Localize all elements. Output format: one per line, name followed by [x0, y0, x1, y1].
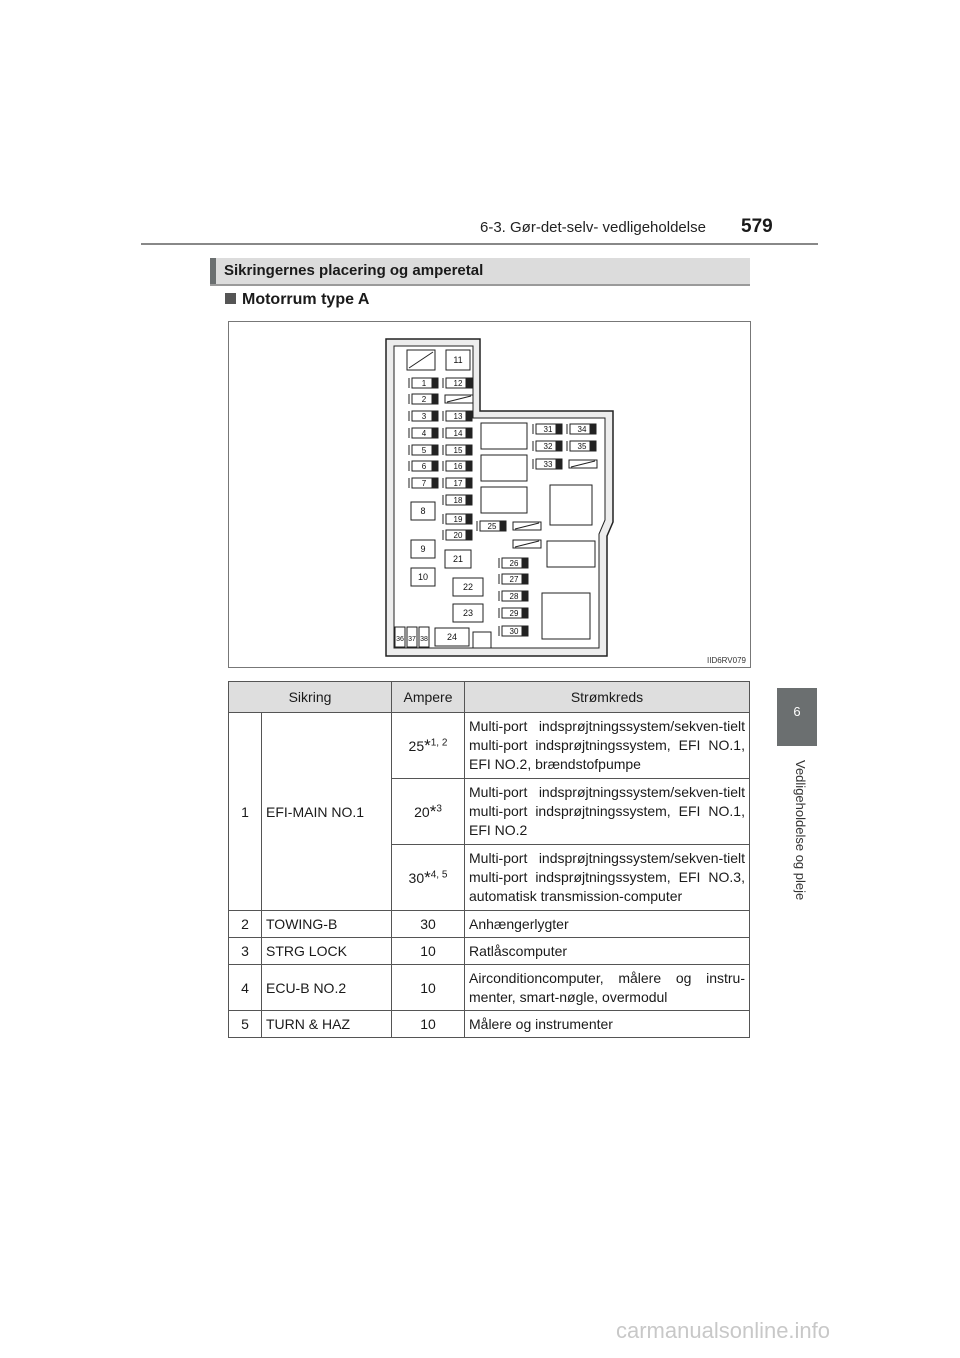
- mini-fuse-terminal: [522, 558, 528, 568]
- fuse-number: 2: [229, 911, 262, 938]
- fuse-circuit: Multi-port indsprøjtningssystem/sekven-tielt multi-port indsprøjtningssystem, EFI NO.3, automatisk transmission-computer: [465, 845, 750, 911]
- mini-fuse-terminal: [522, 574, 528, 584]
- fuse-ampere: 30: [392, 911, 465, 938]
- section-accent: [210, 258, 216, 284]
- fuse-label: 30: [509, 627, 519, 636]
- fuse-label: 10: [417, 572, 429, 582]
- mini-fuse-terminal: [556, 424, 562, 434]
- header-ampere: Ampere: [392, 682, 465, 713]
- mini-fuse-terminal: [432, 428, 438, 438]
- table-row: [229, 713, 750, 779]
- footnote-star: *: [429, 801, 437, 821]
- mini-fuse-terminal: [556, 441, 562, 451]
- fuse-label: 35: [577, 442, 587, 451]
- section-title: Sikringernes placering og amperetal: [224, 262, 484, 279]
- subheading-text: Motorrum type A: [242, 291, 370, 308]
- mini-fuse-terminal: [522, 591, 528, 601]
- fuse-label: 14: [453, 429, 463, 438]
- relay-1: [481, 423, 527, 449]
- table-row: [229, 1011, 750, 1038]
- fuse-label: 12: [453, 379, 463, 388]
- fuse-ampere: 10: [392, 965, 465, 1011]
- fuse-label: 28: [509, 592, 519, 601]
- fuse-box-diagram: [228, 321, 751, 668]
- fuse-label: 11: [453, 355, 463, 365]
- mini-fuse-terminal: [466, 411, 472, 421]
- ampere-value: 25: [408, 737, 425, 754]
- mini-fuse-terminal: [432, 461, 438, 471]
- fuse-label: 24: [446, 632, 458, 642]
- mini-fuse-terminal: [466, 428, 472, 438]
- relay-5: [547, 541, 595, 567]
- fuse-label: 4: [421, 429, 427, 438]
- chapter-tab: [777, 688, 817, 746]
- fuse-label: 23: [462, 608, 474, 618]
- fuse-label: 27: [509, 575, 519, 584]
- relay-6: [542, 593, 590, 639]
- relay-3: [481, 487, 527, 513]
- fuse-label: 37: [408, 636, 416, 643]
- fuse-label: 34: [577, 425, 587, 434]
- fuse-circuit: Målere og instrumenter: [465, 1011, 750, 1038]
- footnote-ref: 3: [436, 802, 442, 814]
- ampere-value: 20: [414, 803, 430, 820]
- fuse-label: 17: [453, 479, 463, 488]
- table-row: [229, 938, 750, 965]
- mini-fuse-terminal: [466, 530, 472, 540]
- fuse-circuit: Ratlåscomputer: [465, 938, 750, 965]
- watermark: carmanualsonline.info: [616, 1318, 831, 1343]
- fuse-label: 18: [453, 496, 463, 505]
- fuse-circuit: Multi-port indsprøjtningssystem/sekven-tielt multi-port indsprøjtningssystem, EFI NO.1, EFI NO.2: [465, 779, 750, 845]
- footnote-star: *: [424, 735, 431, 755]
- fuse-label: 22: [462, 582, 474, 592]
- mini-fuse-terminal: [500, 521, 506, 531]
- mini-fuse-terminal: [432, 445, 438, 455]
- fuse-circuit: Multi-port indsprøjtningssystem/sekven-tielt multi-port indsprøjtningssystem, EFI NO.1, EFI NO.2, brændstofpumpe: [465, 713, 750, 779]
- fuse-label: 7: [421, 479, 427, 488]
- fuse-ampere: [392, 779, 465, 845]
- fuse-label: 6: [421, 462, 427, 471]
- mini-fuse-terminal: [590, 441, 596, 451]
- fuse-label: 32: [543, 442, 553, 451]
- fuse-label: 33: [543, 460, 553, 469]
- table-row: [229, 965, 750, 1011]
- fuse-label: 3: [421, 412, 427, 421]
- footnote-star: *: [424, 867, 431, 887]
- table-row: [229, 911, 750, 938]
- fuse-label: 21: [452, 554, 464, 564]
- fuse-label: 13: [453, 412, 463, 421]
- figure-code: IID6RV079: [707, 656, 746, 665]
- fuse-ampere: 10: [392, 1011, 465, 1038]
- page-number: 579: [741, 216, 773, 237]
- fuse-label: 38: [420, 636, 428, 643]
- ampere-value: 30: [408, 869, 425, 886]
- fuse-name: EFI-MAIN NO.1: [262, 713, 392, 911]
- mini-fuse-terminal: [466, 514, 472, 524]
- chapter-number: 6: [793, 704, 801, 719]
- mini-fuse-terminal: [432, 394, 438, 404]
- mini-fuse-terminal: [556, 459, 562, 469]
- fuse-box-svg: [229, 322, 750, 667]
- mini-fuse-terminal: [432, 478, 438, 488]
- mini-fuse-terminal: [432, 411, 438, 421]
- fuse-label: 15: [453, 446, 463, 455]
- mini-fuse-terminal: [590, 424, 596, 434]
- fuse-number: 4: [229, 965, 262, 1011]
- fuse-circuit: Airconditioncomputer, målere og instru-menter, smart-nøgle, overmodul: [465, 965, 750, 1011]
- fuse-table: [228, 681, 750, 1038]
- fuse-label: 26: [509, 559, 519, 568]
- fuse-number: 5: [229, 1011, 262, 1038]
- mini-fuse-terminal: [466, 378, 472, 388]
- fuse-label: 8: [420, 506, 426, 516]
- mini-fuse-terminal: [466, 445, 472, 455]
- fuse-ampere: 10: [392, 938, 465, 965]
- fuse-ampere: [392, 713, 465, 779]
- footnote-ref: 4, 5: [430, 868, 448, 880]
- fuse-ampere: [392, 845, 465, 911]
- header-circuit: Strømkreds: [465, 682, 750, 713]
- square-bullet-icon: [225, 293, 236, 304]
- header-fuse: Sikring: [229, 682, 392, 713]
- mini-fuse-terminal: [522, 608, 528, 618]
- footnote-ref: 1, 2: [430, 736, 448, 748]
- mini-fuse-terminal: [466, 495, 472, 505]
- fuse-label: 2: [421, 395, 427, 404]
- fuse-label: 16: [453, 462, 463, 471]
- relay-2: [481, 455, 527, 481]
- fuse-name: TOWING-B: [262, 911, 392, 938]
- fuse-label: 9: [420, 544, 426, 554]
- fuse-label: 29: [509, 609, 519, 618]
- fuse-number: 1: [229, 713, 262, 911]
- relay-4: [550, 485, 592, 525]
- fuse-label: 31: [543, 425, 553, 434]
- fuse-number: 3: [229, 938, 262, 965]
- fuse-label: 19: [453, 515, 463, 524]
- connector: [473, 632, 491, 648]
- section-path: 6-3. Gør-det-selv- vedligeholdelse: [480, 219, 706, 236]
- mini-fuse-terminal: [466, 478, 472, 488]
- fuse-label: 20: [453, 531, 463, 540]
- fuse-name: ECU-B NO.2: [262, 965, 392, 1011]
- page-header: [0, 0, 960, 250]
- mini-fuse-terminal: [466, 461, 472, 471]
- subheading: [225, 291, 369, 309]
- mini-fuse-terminal: [432, 378, 438, 388]
- chapter-label: Vedligeholdelse og pleje: [793, 760, 808, 901]
- fuse-label: 36: [396, 636, 404, 643]
- fuse-label: 5: [421, 446, 427, 455]
- table-header-row: [229, 682, 750, 713]
- fuse-name: TURN & HAZ: [262, 1011, 392, 1038]
- mini-fuse-terminal: [522, 626, 528, 636]
- section-title-bar: [210, 258, 750, 286]
- fuse-label: 25: [487, 522, 497, 531]
- fuse-label: 1: [421, 379, 427, 388]
- header-rule: [141, 243, 818, 245]
- fuse-name: STRG LOCK: [262, 938, 392, 965]
- fuse-circuit: Anhængerlygter: [465, 911, 750, 938]
